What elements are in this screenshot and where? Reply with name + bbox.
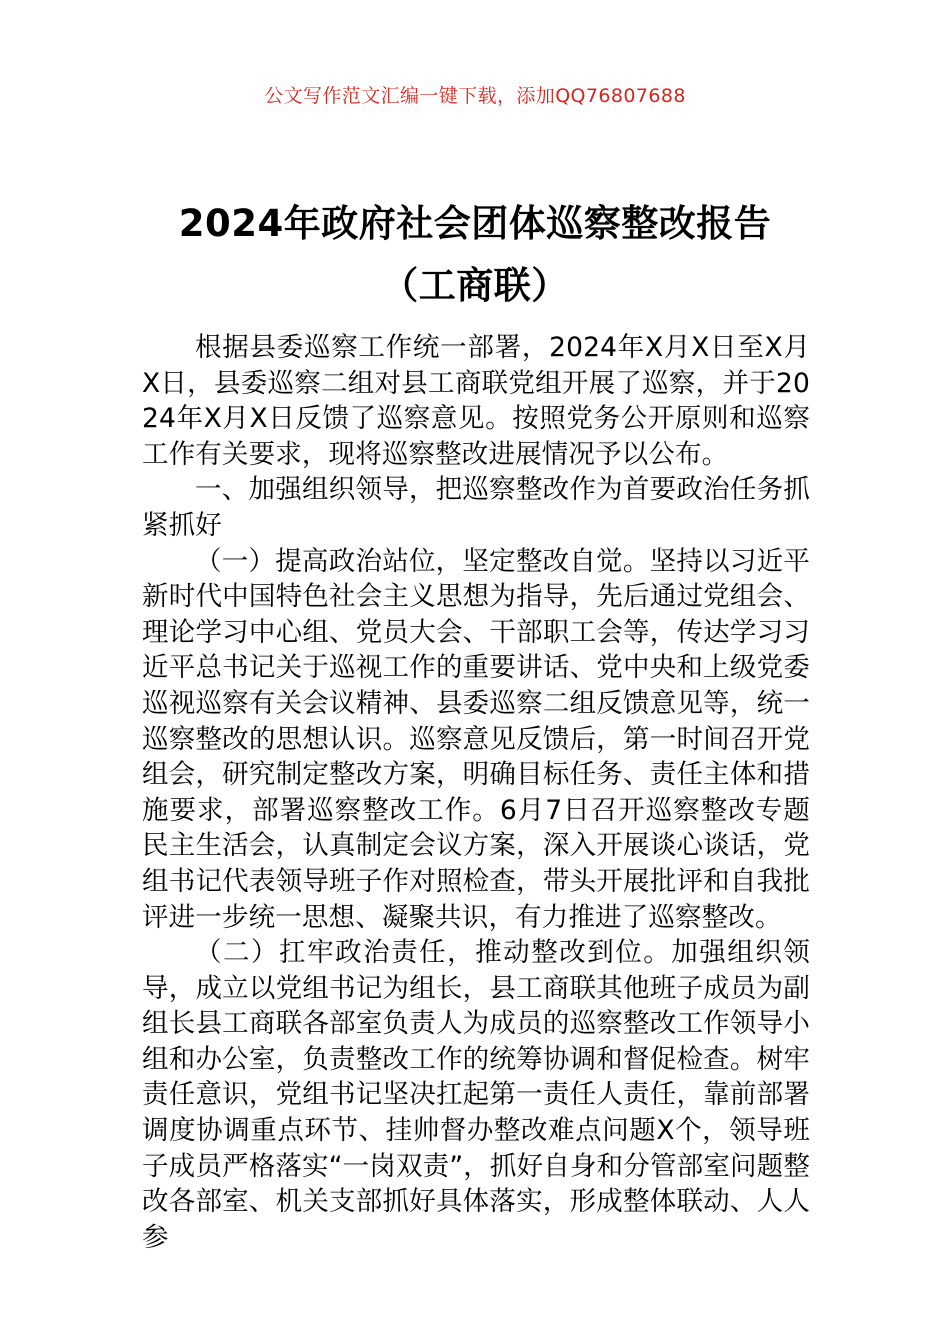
promo-header-text: 公文写作范文汇编一键下载，添加QQ76807688 <box>264 85 686 107</box>
subsection-1-1: （一）提高政治站位，坚定整改自觉。坚持以习近平新时代中国特色社会主义思想为指导，先后通过党组会、理论学习中心组、党员大会、干部职工会等，传达学习习近平总书记关于巡视工作的重要讲话、党中央和上级党委巡视巡察有关会议精神、县委巡察二组反馈意见等，统一巡察整改的思想认识。巡察意见反馈后，第一时间召开党组会，研究制定整改方案，明确目标任务、责任主体和措施要求，部署巡察整改工作。6月7日召开巡察整改专题民主生活会，认真制定会议方案，深入开展谈心谈话，党组书记代表领导班子作对照检查，带头开展批评和自我批评进一步统一思想、凝聚共识，有力推进了巡察整改。 <box>142 545 810 933</box>
page-title: 2024年政府社会团体巡察整改报告（工商联） <box>178 201 772 307</box>
subsection-1-2: （二）扛牢政治责任，推动整改到位。加强组织领导，成立以党组书记为组长，县工商联其他班子成员为副组长县工商联各部室负责人为成员的巡察整改工作领导小组和办公室，负责整改工作的统筹协调和督促检查。树牢责任意识，党组书记坚决扛起第一责任人责任，靠前部署调度协调重点环节、挂帅督办整改难点问题X个，领导班子成员严格落实“一岗双责”，抓好自身和分管部室问题整改各部室、机关支部抓好具体落实，形成整体联动、人人参 <box>142 937 810 1253</box>
section-heading-1: 一、加强组织领导，把巡察整改作为首要政治任务抓紧抓好 <box>142 474 810 541</box>
document-body <box>142 330 810 1255</box>
paragraph-intro: 根据县委巡察工作统一部署，2024年X月X日至X月X日，县委巡察二组对县工商联党组开展了巡察，并于2024年X月X日反馈了巡察意见。按照党务公开原则和巡察工作有关要求，现将巡察整改进展情况予以公布。 <box>142 332 810 470</box>
